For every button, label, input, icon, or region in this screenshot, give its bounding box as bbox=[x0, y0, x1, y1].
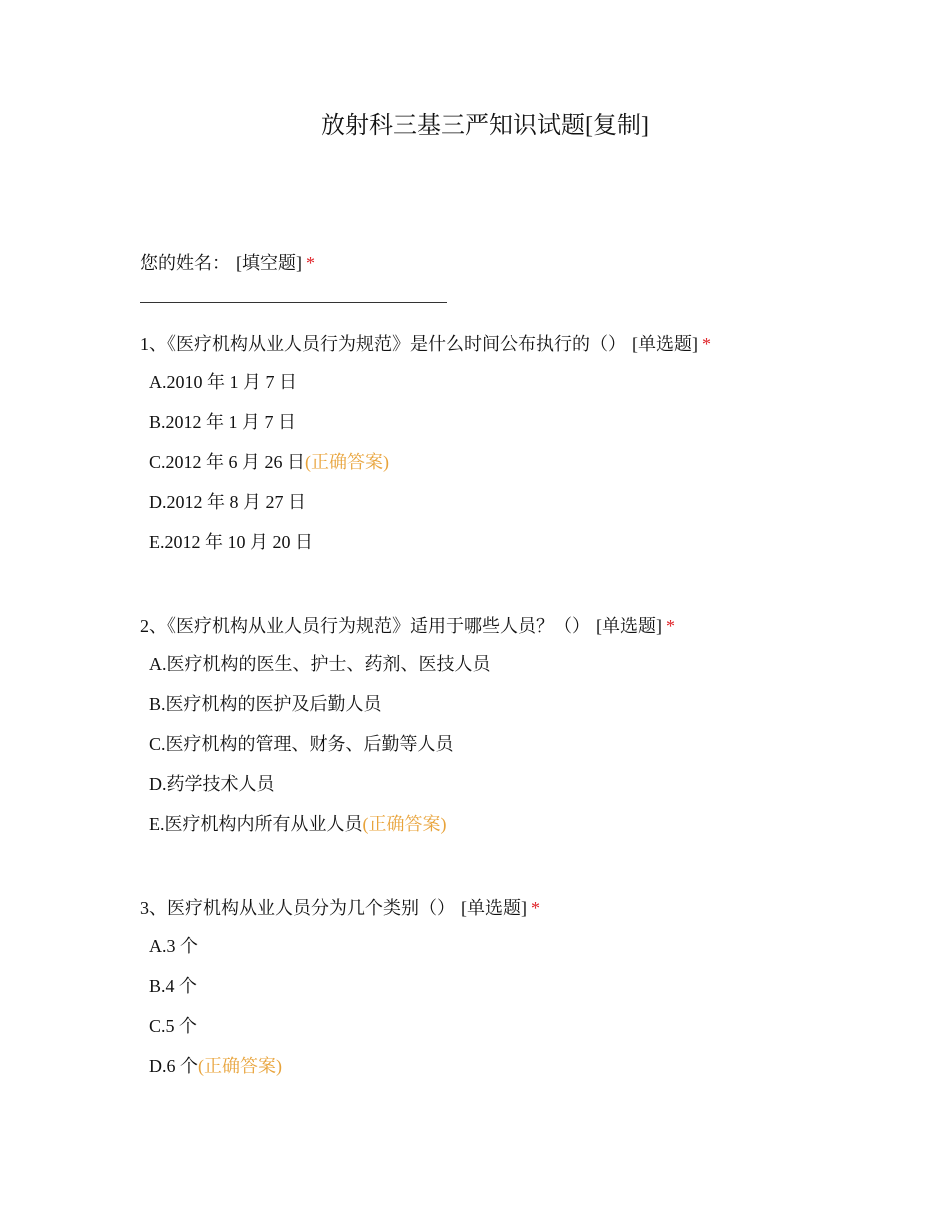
option-e[interactable] bbox=[149, 529, 860, 555]
option-d[interactable] bbox=[149, 1053, 860, 1079]
option-text: D.2012 年 8 月 27 日 bbox=[149, 492, 306, 512]
name-question bbox=[140, 250, 840, 303]
correct-answer-tag: (正确答案) bbox=[305, 452, 390, 472]
name-label: 您的姓名： bbox=[140, 253, 230, 273]
option-a[interactable] bbox=[149, 933, 860, 959]
option-a[interactable] bbox=[149, 651, 860, 677]
question-3 bbox=[140, 895, 860, 1093]
question-1-header bbox=[140, 331, 860, 357]
option-text: A.3 个 bbox=[149, 936, 198, 956]
option-b[interactable] bbox=[149, 409, 860, 435]
option-text: E.医疗机构内所有从业人员 bbox=[149, 814, 363, 834]
option-text: E.2012 年 10 月 20 日 bbox=[149, 532, 313, 552]
question-2-options bbox=[149, 651, 860, 837]
option-c[interactable] bbox=[149, 731, 860, 757]
question-stem: 1、《医疗机构从业人员行为规范》是什么时间公布执行的（） bbox=[140, 334, 626, 354]
question-stem: 3、医疗机构从业人员分为几个类别（） bbox=[140, 898, 455, 918]
option-d[interactable] bbox=[149, 771, 860, 797]
correct-answer-tag: (正确答案) bbox=[198, 1056, 282, 1076]
option-text: D.6 个 bbox=[149, 1056, 198, 1076]
question-2-header bbox=[140, 613, 860, 639]
option-text: B.4 个 bbox=[149, 976, 198, 996]
option-text: B.2012 年 1 月 7 日 bbox=[149, 412, 297, 432]
required-mark: * bbox=[702, 334, 711, 354]
required-mark: * bbox=[531, 898, 540, 918]
option-text: A.医疗机构的医生、护士、药剂、医技人员 bbox=[149, 654, 491, 674]
option-text: C.5 个 bbox=[149, 1016, 198, 1036]
question-2 bbox=[140, 613, 860, 851]
correct-answer-tag: (正确答案) bbox=[362, 814, 447, 834]
question-type: [单选题] bbox=[596, 616, 662, 636]
name-question-type: [填空题] bbox=[236, 253, 302, 273]
question-type: [单选题] bbox=[461, 898, 527, 918]
option-text: A.2010 年 1 月 7 日 bbox=[149, 372, 297, 392]
page-title: 放射科三基三严知识试题[复制] bbox=[321, 113, 649, 139]
question-stem: 2、《医疗机构从业人员行为规范》适用于哪些人员？（） bbox=[140, 616, 590, 636]
option-b[interactable] bbox=[149, 691, 860, 717]
option-a[interactable] bbox=[149, 369, 860, 395]
question-3-options bbox=[149, 933, 860, 1079]
option-b[interactable] bbox=[149, 973, 860, 999]
option-text: C.2012 年 6 月 26 日 bbox=[149, 452, 306, 472]
question-1-options bbox=[149, 369, 860, 555]
question-type: [单选题] bbox=[632, 334, 698, 354]
option-d[interactable] bbox=[149, 489, 860, 515]
name-question-header bbox=[140, 250, 840, 276]
required-mark: * bbox=[666, 616, 675, 636]
option-c[interactable] bbox=[149, 449, 860, 475]
required-mark: * bbox=[306, 253, 315, 273]
option-text: B.医疗机构的医护及后勤人员 bbox=[149, 694, 382, 714]
option-text: C.医疗机构的管理、财务、后勤等人员 bbox=[149, 734, 454, 754]
name-answer-line[interactable] bbox=[140, 302, 447, 303]
question-1 bbox=[140, 331, 860, 569]
option-c[interactable] bbox=[149, 1013, 860, 1039]
option-text: D.药学技术人员 bbox=[149, 774, 275, 794]
option-e[interactable] bbox=[149, 811, 860, 837]
question-3-header bbox=[140, 895, 860, 921]
